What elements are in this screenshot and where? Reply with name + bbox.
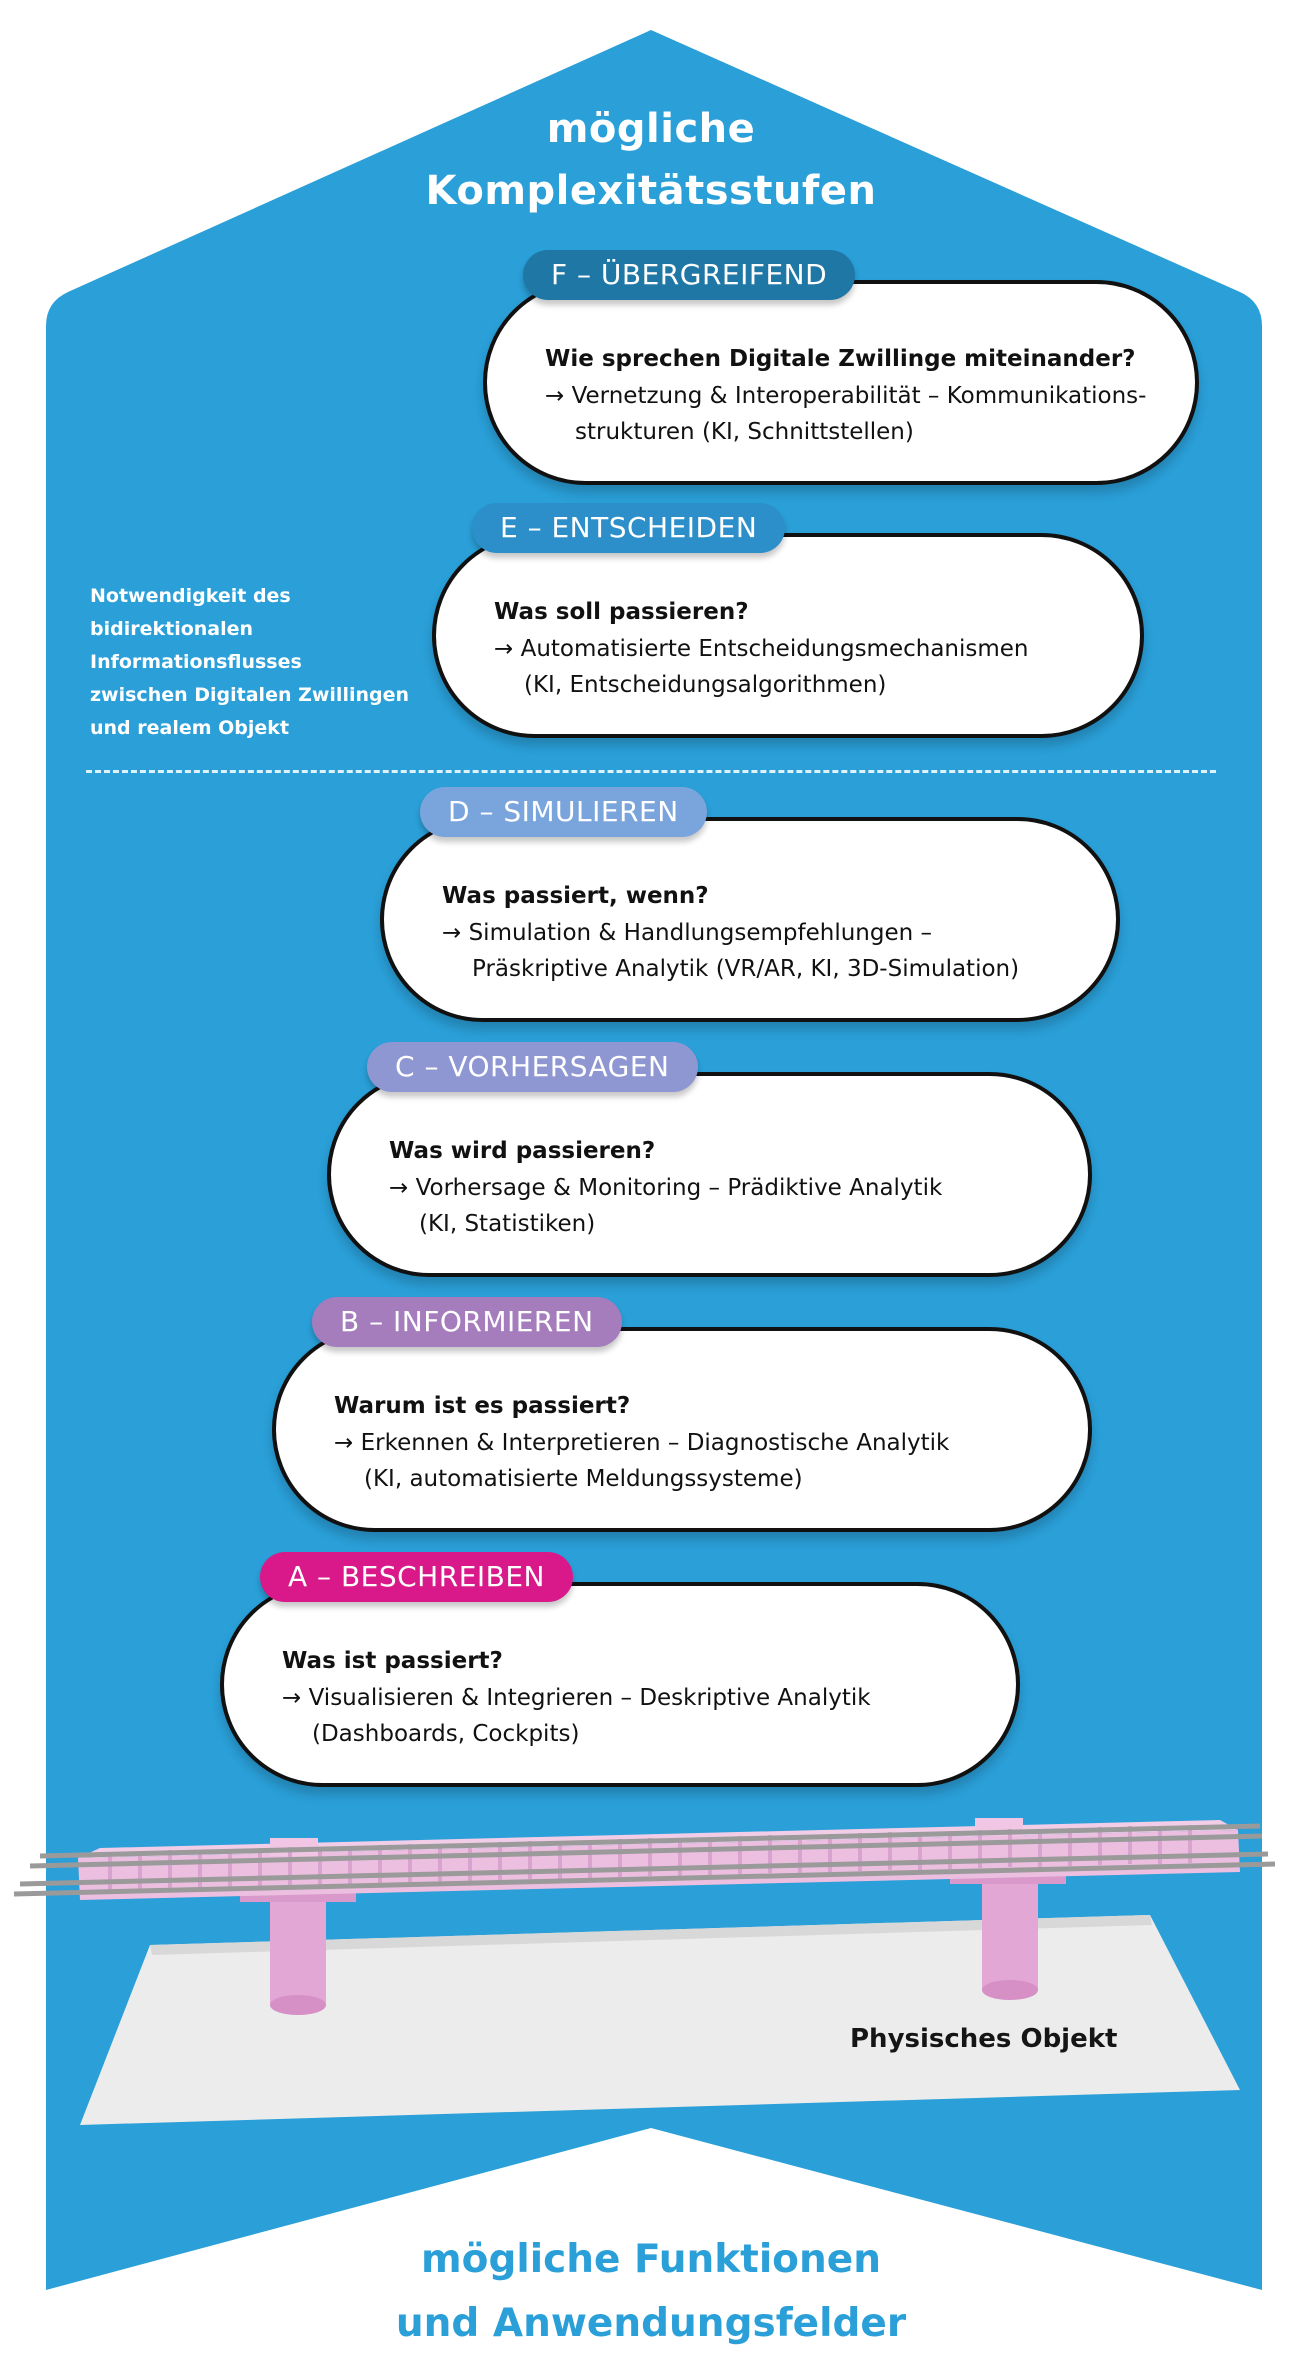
stage-a-desc-1: → Visualisieren & Integrieren – Deskriptive Analytik bbox=[282, 1685, 871, 1711]
bridge-pillar-left-foot bbox=[270, 1995, 326, 2015]
side-note-line-1: Notwendigkeit des bbox=[90, 585, 291, 607]
stage-a-question: Was ist passiert? bbox=[282, 1648, 503, 1674]
stage-d-pill bbox=[380, 817, 1120, 1022]
stage-d bbox=[380, 795, 1120, 1022]
stage-a bbox=[220, 1560, 1020, 1787]
stage-f bbox=[483, 258, 1199, 485]
stage-d-question: Was passiert, wenn? bbox=[442, 883, 709, 909]
stage-c-question: Was wird passieren? bbox=[389, 1138, 656, 1164]
stage-b-pill bbox=[272, 1327, 1092, 1532]
stage-c bbox=[327, 1050, 1092, 1277]
title-bottom-line-1: mögliche Funktionen bbox=[421, 2237, 881, 2282]
stage-e bbox=[432, 511, 1144, 738]
stage-f-desc-1: → Vernetzung & Interoperabilität – Kommunikations- bbox=[545, 383, 1147, 409]
stage-b-desc-1: → Erkennen & Interpretieren – Diagnostische Analytik bbox=[334, 1430, 950, 1456]
bridge-pillar-right-foot bbox=[982, 1980, 1038, 2000]
side-note-line-2: bidirektionalen bbox=[90, 618, 254, 640]
side-note-line-3: Informationsflusses bbox=[90, 651, 302, 673]
stage-c-desc-2: (KI, Statistiken) bbox=[419, 1211, 596, 1237]
title-top-line-2: Komplexitätsstufen bbox=[425, 168, 877, 214]
stage-c-desc-1: → Vorhersage & Monitoring – Prädiktive Analytik bbox=[389, 1175, 943, 1201]
side-note-bidirectional bbox=[90, 580, 430, 745]
title-complexity-levels bbox=[0, 98, 1302, 222]
stage-a-tag: A – BESCHREIBEN bbox=[260, 1552, 573, 1602]
title-top-line-1: mögliche bbox=[546, 106, 756, 152]
stage-b bbox=[272, 1305, 1092, 1532]
bridge-pillar-left bbox=[270, 1895, 326, 2005]
stage-f-question: Wie sprechen Digitale Zwillinge miteinander? bbox=[545, 346, 1136, 372]
stage-e-tag: E – ENTSCHEIDEN bbox=[472, 503, 785, 553]
stage-d-tag: D – SIMULIEREN bbox=[420, 787, 707, 837]
side-note-line-4: zwischen Digitalen Zwillingen bbox=[90, 684, 410, 706]
stage-e-question: Was soll passieren? bbox=[494, 599, 749, 625]
stage-e-desc-2: (KI, Entscheidungsalgorithmen) bbox=[524, 672, 887, 698]
stage-b-question: Warum ist es passiert? bbox=[334, 1393, 631, 1419]
title-bottom-line-2: und Anwendungsfelder bbox=[395, 2301, 907, 2346]
stage-e-pill bbox=[432, 533, 1144, 738]
stage-b-tag: B – INFORMIEREN bbox=[312, 1297, 622, 1347]
stage-f-tag: F – ÜBERGREIFEND bbox=[523, 250, 855, 300]
stage-a-pill bbox=[220, 1582, 1020, 1787]
stage-e-desc-1: → Automatisierte Entscheidungsmechanismen bbox=[494, 636, 1029, 662]
stage-c-pill bbox=[327, 1072, 1092, 1277]
dashed-divider bbox=[86, 770, 1216, 773]
side-note-line-5: und realem Objekt bbox=[90, 717, 290, 739]
stage-c-tag: C – VORHERSAGEN bbox=[367, 1042, 698, 1092]
stage-d-desc-1: → Simulation & Handlungsempfehlungen – bbox=[442, 920, 933, 946]
stage-f-pill bbox=[483, 280, 1199, 485]
stage-f-desc-2: strukturen (KI, Schnittstellen) bbox=[575, 419, 914, 445]
bridge-pillar-right bbox=[982, 1878, 1038, 1990]
stage-a-desc-2: (Dashboards, Cockpits) bbox=[312, 1721, 580, 1747]
physical-object-label: Physisches Objekt bbox=[850, 2024, 1118, 2054]
stage-d-desc-2: Präskriptive Analytik (VR/AR, KI, 3D-Simulation) bbox=[472, 956, 1020, 982]
title-functions-applications bbox=[0, 2228, 1302, 2356]
stage-b-desc-2: (KI, automatisierte Meldungssysteme) bbox=[364, 1466, 803, 1492]
